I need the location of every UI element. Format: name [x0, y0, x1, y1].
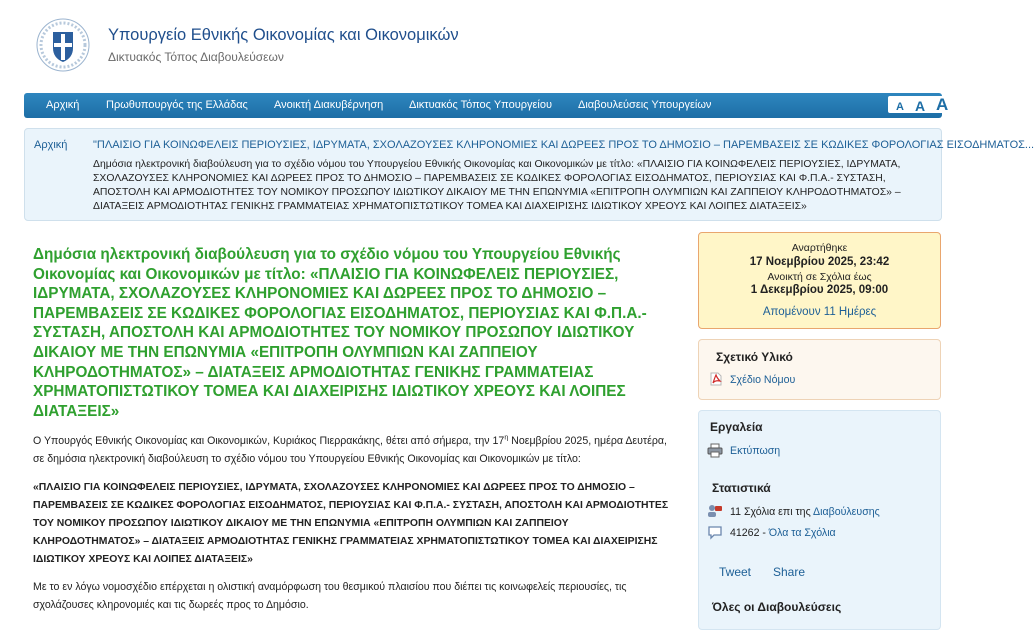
intro-text-start: Ο Υπουργός Εθνικής Οικονομίας και Οικονομικών, Κυριάκος Πιερρακάκης, θέτει από σήμερα, την 17 — [33, 435, 505, 447]
intro-superscript: η — [504, 434, 509, 442]
nav-ministry-website[interactable]: Δικτυακός Τόπος Υπουργείου — [409, 99, 552, 111]
site-title[interactable]: Υπουργείο Εθνικής Οικονομίας και Οικονομικών — [108, 26, 459, 44]
font-size-controls — [888, 96, 962, 113]
site-subtitle: Δικτυακός Τόπος Διαβουλεύσεων — [108, 50, 284, 64]
all-comments-link[interactable]: Όλα τα Σχόλια — [768, 527, 836, 539]
stat-all-comments-number: 41262 - — [730, 527, 769, 539]
draft-law-link[interactable]: Σχέδιο Νόμου — [730, 374, 796, 386]
intro-text-end: Νοεμβρίου 2025, ημέρα Δευτέρα, σε δημόσια ηλεκτρονική διαβούλευση το σχέδιο νόμου του Υπουργείου Εθνικής Οικονομίας και Οικονομικών με τίτλο: — [33, 435, 667, 465]
stat-all-comments — [730, 527, 836, 539]
greek-coat-of-arms-logo[interactable] — [36, 18, 90, 72]
breadcrumb-description: Δημόσια ηλεκτρονική διαβούλευση για το σχέδιο νόμου του Υπουργείου Εθνικής Οικονομίας και Οικονομικών με τίτλο: «ΠΛΑΙΣΙΟ ΓΙΑ ΚΟΙΝΩΦΕΛΕΙΣ ΠΕΡΙΟΥΣΙΕΣ, ΙΔΡΥΜΑΤΑ, ΣΧΟΛΑΖΟΥΣΕΣ ΚΛΗΡΟΝΟΜΙΕΣ ΚΑΙ ΔΩΡΕΕΣ ΠΡΟΣ ΤΟ ΔΗΜΟΣΙΟ – ΠΑΡΕΜΒΑΣΕΙΣ ΣΕ ΚΩΔΙΚΕΣ ΦΟΡΟΛΟΓΙΑΣ ΕΙΣΟΔΗΜΑΤΟΣ, ΠΕΡΙΟΥΣΙΑΣ ΚΑΙ Φ.Π.Α.- ΣΥΣΤΑΣΗ, ΑΠΟΣΤΟΛΗ ΚΑΙ ΑΡΜΟΔΙΟΤΗΤΕΣ ΤΟΥ ΝΟΜΙΚΟΥ ΠΡΟΣΩΠΟΥ ΙΔΙΩΤΙΚΟΥ ΔΙΚΑΙΟΥ ΜΕ ΤΗΝ ΕΠΩΝΥΜΙΑ «ΕΠΙΤΡΟΠΗ ΟΛΥΜΠΙΩΝ ΚΑΙ ΖΑΠΠΕΙΟΥ ΚΛΗΡΟΔΟΤΗΜΑΤΟΣ» – ΔΙΑΤΑΞΕΙΣ ΑΡΜΟΔΙΟΤΗΤΑΣ ΓΕΝΙΚΗΣ ΓΡΑΜΜΑΤΕΙΑΣ ΧΡΗΜΑΤΟΠΙΣΤΩΤΙΚΟΥ ΤΟΜΕΑ ΚΑΙ ΔΙΑΧΕΙΡΙΣΗΣ ΙΔΙΩΤΙΚΟΥ ΧΡΕΟΥΣ ΚΑΙ ΛΟΙΠΕΣ ΔΙΑΤΑΞΕΙΣ» — [93, 159, 901, 212]
tools-heading: Εργαλεία — [710, 420, 763, 434]
related-material-heading: Σχετικό Υλικό — [716, 350, 793, 364]
stat-comments-text: 11 Σχόλια επι της — [730, 506, 814, 518]
page-title: Δημόσια ηλεκτρονική διαβούλευση για το σχέδιο νόμου του Υπουργείου Εθνικής Οικονομίας και Οικονομικών με τίτλο: «ΠΛΑΙΣΙΟ ΓΙΑ ΚΟΙΝΩΦΕΛΕΙΣ ΠΕΡΙΟΥΣΙΕΣ, ΙΔΡΥΜΑΤΑ, ΣΧΟΛΑΖΟΥΣΕΣ ΚΛΗΡΟΝΟΜΙΕΣ ΚΑΙ ΔΩΡΕΕΣ ΠΡΟΣ ΤΟ ΔΗΜΟΣΙΟ – ΠΑΡΕΜΒΑΣΕΙΣ ΣΕ ΚΩΔΙΚΕΣ ΦΟΡΟΛΟΓΙΑΣ ΕΙΣΟΔΗΜΑΤΟΣ, ΠΕΡΙΟΥΣΙΑΣ ΚΑΙ Φ.Π.Α.- ΣΥΣΤΑΣΗ, ΑΠΟΣΤΟΛΗ ΚΑΙ ΑΡΜΟΔΙΟΤΗΤΕΣ ΤΟΥ ΝΟΜΙΚΟΥ ΠΡΟΣΩΠΟΥ ΙΔΙΩΤΙΚΟΥ ΔΙΚΑΙΟΥ ΜΕ ΤΗΝ ΕΠΩΝΥΜΙΑ «ΕΠΙΤΡΟΠΗ ΟΛΥΜΠΙΩΝ ΚΑΙ ΖΑΠΠΕΙΟΥ ΚΛΗΡΟΔΟΤΗΜΑΤΟΣ» – ΔΙΑΤΑΞΕΙΣ ΑΡΜΟΔΙΟΤΗΤΑΣ ΓΕΝΙΚΗΣ ΓΡΑΜΜΑΤΕΙΑΣ ΧΡΗΜΑΤΟΠΙΣΤΩΤΙΚΟΥ ΤΟΜΕΑ ΚΑΙ ΔΙΑΧΕΙΡΙΣΗΣ ΙΔΙΩΤΙΚΟΥ ΧΡΕΟΥΣ ΚΑΙ ΛΟΙΠΕΣ ΔΙΑΤΑΞΕΙΣ» — [33, 246, 647, 420]
posted-label: Αναρτήθηκε — [791, 242, 848, 254]
breadcrumb-panel — [24, 128, 1034, 221]
nav-open-government[interactable]: Ανοικτή Διακυβέρνηση — [274, 99, 384, 111]
share-button[interactable]: Share — [773, 565, 806, 579]
stat-comments-count — [730, 506, 880, 518]
tools-box — [698, 410, 941, 630]
site-header — [0, 0, 980, 92]
open-until-date: 1 Δεκεμβρίου 2025, 09:00 — [750, 284, 889, 296]
tweet-button[interactable]: Tweet — [719, 565, 752, 579]
posted-date: 17 Νοεμβρίου 2025, 23:42 — [749, 256, 890, 268]
nav-home[interactable]: Αρχική — [46, 99, 80, 111]
font-size-medium-button[interactable]: A — [915, 98, 926, 114]
printer-icon — [707, 443, 723, 458]
main-navigation — [24, 93, 949, 118]
comments-user-icon — [707, 504, 723, 519]
speech-bubble-icon — [707, 525, 723, 540]
intro-paragraph — [33, 432, 673, 468]
print-link[interactable]: Εκτύπωση — [730, 445, 781, 457]
statistics-heading: Στατιστικά — [712, 481, 771, 495]
consultation-comments-link[interactable]: Διαβούλευσης — [813, 506, 880, 518]
days-remaining: Απομένουν 11 Ημέρες — [762, 306, 877, 318]
open-until-label: Ανοικτή σε Σχόλια έως — [767, 271, 872, 283]
nav-prime-minister[interactable]: Πρωθυπουργός της Ελλάδας — [106, 99, 248, 111]
breadcrumb-current-page[interactable]: "ΠΛΑΙΣΙΟ ΓΙΑ ΚΟΙΝΩΦΕΛΕΙΣ ΠΕΡΙΟΥΣΙΕΣ, ΙΔΡΥΜΑΤΑ, ΣΧΟΛΑΖΟΥΣΕΣ ΚΛΗΡΟΝΟΜΙΕΣ ΚΑΙ ΔΩΡΕΕΣ ΠΡΟΣ ΤΟ ΔΗΜΟΣΙΟ – ΠΑΡΕΜΒΑΣΕΙΣ ΣΕ ΚΩΔΙΚΕΣ ΦΟΡΟΛΟΓΙΑΣ ΕΙΣΟΔΗΜΑΤΟΣ... — [93, 139, 1034, 151]
bill-summary-paragraph: Με το εν λόγω νομοσχέδιο επέρχεται η ολιστική αναμόρφωση του θεσμικού πλαισίου που διέπει τις κοινωφελείς περιουσίες, τις σχολάζουσες κληρονομιές και τις δωρεές προς το Δημόσιο. — [33, 581, 627, 611]
font-size-large-button[interactable]: A — [936, 95, 949, 114]
pdf-icon — [709, 372, 723, 386]
font-size-small-button[interactable]: A — [896, 101, 904, 113]
all-consultations-heading: Όλες οι Διαβουλεύσεις — [712, 600, 842, 614]
nav-ministry-consultations[interactable]: Διαβουλεύσεις Υπουργείων — [578, 99, 712, 111]
bill-title-paragraph: «ΠΛΑΙΣΙΟ ΓΙΑ ΚΟΙΝΩΦΕΛΕΙΣ ΠΕΡΙΟΥΣΙΕΣ, ΙΔΡΥΜΑΤΑ, ΣΧΟΛΑΖΟΥΣΕΣ ΚΛΗΡΟΝΟΜΙΕΣ ΚΑΙ ΔΩΡΕΕΣ ΠΡΟΣ ΤΟ ΔΗΜΟΣΙΟ – ΠΑΡΕΜΒΑΣΕΙΣ ΣΕ ΚΩΔΙΚΕΣ ΦΟΡΟΛΟΓΙΑΣ ΕΙΣΟΔΗΜΑΤΟΣ, ΠΕΡΙΟΥΣΙΑΣ ΚΑΙ Φ.Π.Α.- ΣΥΣΤΑΣΗ, ΑΠΟΣΤΟΛΗ ΚΑΙ ΑΡΜΟΔΙΟΤΗΤΕΣ ΤΟΥ ΝΟΜΙΚΟΥ ΠΡΟΣΩΠΟΥ ΙΔΙΩΤΙΚΟΥ ΔΙΚΑΙΟΥ ΜΕ ΤΗΝ ΕΠΩΝΥΜΙΑ «ΕΠΙΤΡΟΠΗ ΟΛΥΜΠΙΩΝ ΚΑΙ ΖΑΠΠΕΙΟΥ ΚΛΗΡΟΔΟΤΗΜΑΤΟΣ» – ΔΙΑΤΑΞΕΙΣ ΑΡΜΟΔΙΟΤΗΤΑΣ ΓΕΝΙΚΗΣ ΓΡΑΜΜΑΤΕΙΑΣ ΧΡΗΜΑΤΟΠΙΣΤΩΤΙΚΟΥ ΤΟΜΕΑ ΚΑΙ ΔΙΑΧΕΙΡΙΣΗΣ ΙΔΙΩΤΙΚΟΥ ΧΡΕΟΥΣ ΚΑΙ ΛΟΙΠΕΣ ΔΙΑΤΑΞΕΙΣ» — [33, 482, 669, 565]
related-material-box — [698, 339, 941, 400]
consultation-dates-box — [698, 232, 941, 329]
breadcrumb-home-link[interactable]: Αρχική — [34, 139, 68, 151]
